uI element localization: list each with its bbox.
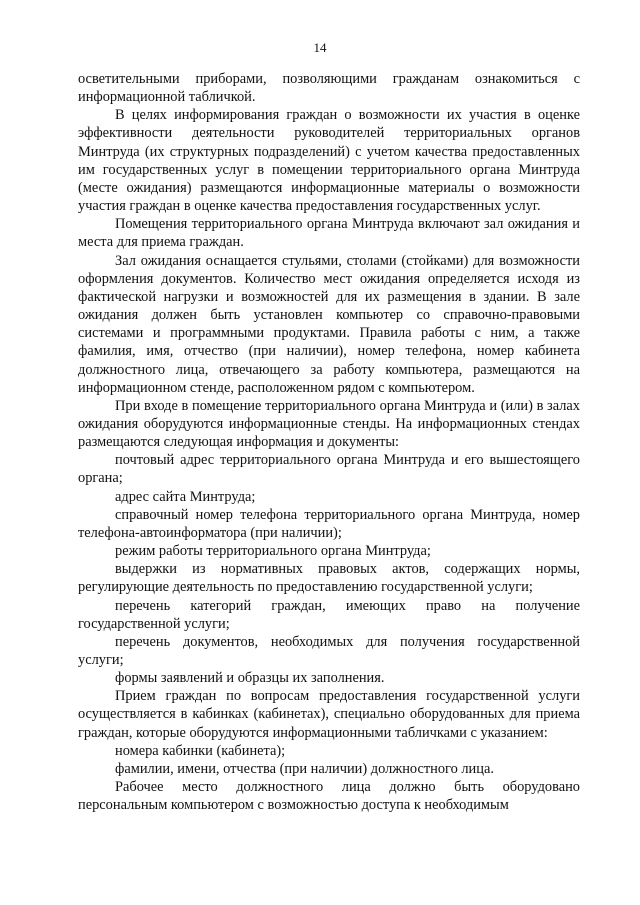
paragraph: формы заявлений и образцы их заполнения.: [115, 670, 385, 687]
paragraph: Помещения территориального органа Минтруда включают зал ожидания и места для приема граждан.: [78, 216, 580, 251]
paragraph: Прием граждан по вопросам предоставления государственной услуги осуществляется в кабинках (кабинетах), специально оборудованных для приема граждан, которые оборудуются информационными табличками с указанием:: [78, 688, 580, 741]
paragraph: перечень категорий граждан, имеющих право на получение государственной услуги;: [78, 597, 580, 632]
page-number: 14: [313, 40, 327, 55]
paragraph: Зал ожидания оснащается стульями, столами (стойками) для возможности оформления документов. Количество мест ожидания определяется исходя из фактической нагрузки и возможностей для их размещения в здании. В зале ожидания должен быть установлен компьютер со справочно-правовыми системами и программными продуктами. Правила работы с ним, а также фамилия, имя, отчество (при наличии), номер телефона, номер кабинета должностного лица, отвечающего за работу компьютера, размещаются на информационном стенде, расположенном рядом с компьютером.: [78, 252, 580, 396]
paragraph: адрес сайта Минтруда;: [115, 488, 256, 505]
paragraph: справочный номер телефона территориального органа Минтруда, номер телефона-автоинформатора (при наличии);: [78, 506, 580, 541]
paragraph: Рабочее место должностного лица должно быть оборудовано персональным компьютером с возможностью доступа к необходимым: [78, 779, 580, 814]
paragraph: почтовый адрес территориального органа Минтруда и его вышестоящего органа;: [78, 452, 580, 487]
paragraph: фамилии, имени, отчества (при наличии) должностного лица.: [115, 760, 494, 777]
paragraph: номера кабинки (кабинета);: [115, 742, 286, 759]
paragraph: режим работы территориального органа Минтруда;: [115, 543, 431, 560]
paragraph: При входе в помещение территориального органа Минтруда и (или) в залах ожидания оборудуются информационные стенды. На информационных стендах размещаются следующая информация и документы:: [78, 397, 580, 451]
paragraph: перечень документов, необходимых для получения государственной услуги;: [78, 633, 580, 668]
body-text: [78, 70, 580, 814]
paragraph: В целях информирования граждан о возможности их участия в оценке эффективности деятельности руководителей территориальных органов Минтруда (их структурных подразделений) с учетом качества предоставленных им государственных услуг в помещении территориального органа Минтруда (месте ожидания) размещаются информационные материалы о возможности участия граждан в оценке качества предоставления государственных услуг.: [78, 107, 580, 215]
paragraph: осветительными приборами, позволяющими гражданам ознакомиться с информационной табличкой.: [78, 71, 580, 106]
paragraph: выдержки из нормативных правовых актов, содержащих нормы, регулирующие деятельность по предоставлению государственной услуги;: [78, 561, 580, 596]
